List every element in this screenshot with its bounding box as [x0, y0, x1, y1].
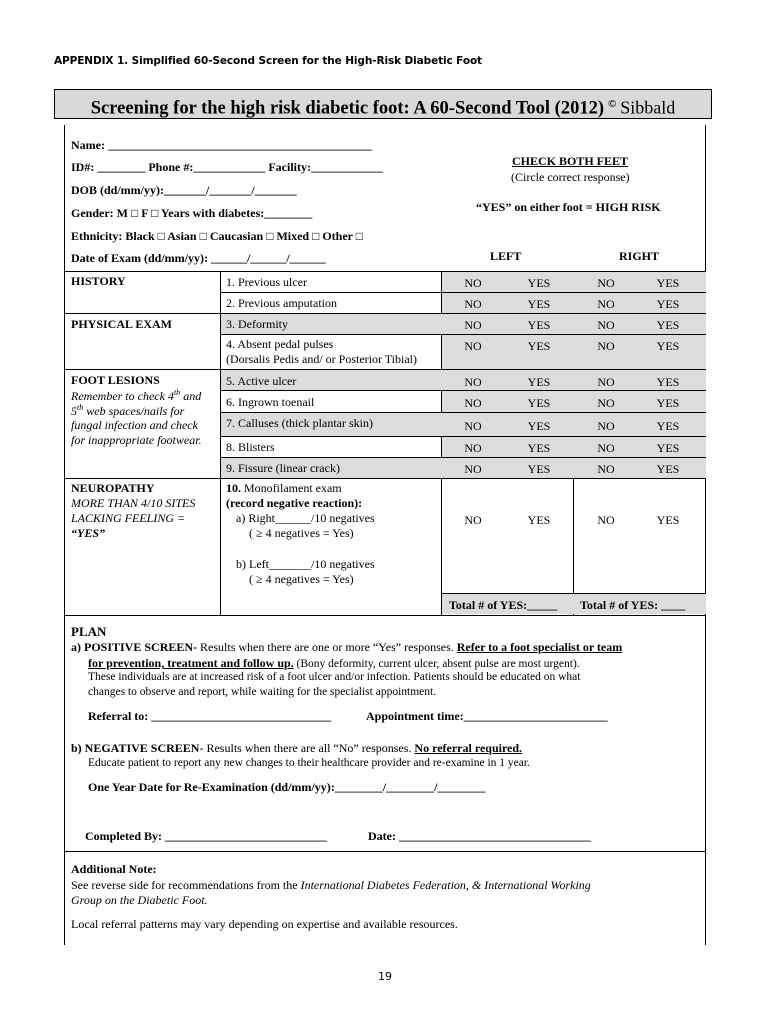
left-column-header: LEFT: [490, 249, 522, 263]
left-no-option[interactable]: NO: [464, 339, 482, 353]
neuropathy-note-line: “YES”: [71, 526, 106, 540]
right-yes-option[interactable]: YES: [656, 297, 680, 311]
monofilament-right-note: ( ≥ 4 negatives = Yes): [249, 526, 354, 540]
item-label: 9. Fissure (linear crack): [226, 461, 340, 475]
item-label: 4. Absent pedal pulses: [226, 337, 334, 351]
table-bottom-line: [64, 615, 706, 616]
referral-field[interactable]: Referral to: ______________________________: [88, 709, 332, 723]
left-yes-option[interactable]: YES: [527, 339, 551, 353]
note-line: Group on the Diabetic Foot.: [71, 893, 208, 907]
right-yes-option[interactable]: YES: [656, 339, 680, 353]
section-history: HISTORY: [71, 274, 126, 288]
monofilament-left[interactable]: b) Left_______/10 negatives: [236, 557, 375, 571]
monofilament-record: (record negative reaction):: [226, 496, 363, 510]
row-line: [220, 292, 706, 293]
left-no-option[interactable]: NO: [464, 297, 482, 311]
right-yes-option[interactable]: YES: [656, 396, 680, 410]
name-field[interactable]: Name: ____________________________________________: [71, 138, 372, 152]
check-both-feet-title: CHECK BOTH FEET: [512, 154, 629, 168]
check-subtitle: (Circle correct response): [511, 170, 630, 184]
left-no-option[interactable]: NO: [464, 462, 482, 476]
right-column-header: RIGHT: [619, 249, 660, 263]
copyright-symbol: ©: [608, 98, 617, 110]
positive-screen-line: These individuals are at increased risk of a foot ulcer and/or infection. Patients should be educated on what: [88, 671, 581, 683]
section-neuropathy: NEUROPATHY: [71, 481, 155, 495]
note-line: Local referral patterns may vary depending on expertise and available resources.: [71, 917, 458, 931]
right-no-option[interactable]: NO: [597, 339, 615, 353]
left-yes-option[interactable]: YES: [527, 462, 551, 476]
negative-screen-line: b) NEGATIVE SCREEN- Results when there are all “No” responses. No referral required.: [71, 741, 523, 755]
item-sublabel: (Dorsalis Pedis and/ or Posterior Tibial): [226, 352, 417, 366]
left-yes-option[interactable]: YES: [527, 513, 551, 527]
right-no-option[interactable]: NO: [597, 441, 615, 455]
form-author: Sibbald: [620, 97, 676, 118]
right-no-option[interactable]: NO: [597, 462, 615, 476]
reexam-date-field[interactable]: One Year Date for Re-Examination (dd/mm/yy):________/________/________: [88, 780, 486, 794]
left-no-option[interactable]: NO: [464, 375, 482, 389]
left-yes-option[interactable]: YES: [527, 318, 551, 332]
neuropathy-note-line: MORE THAN 4/10 SITES: [71, 496, 196, 510]
note-heading: Additional Note:: [71, 862, 157, 876]
left-no-option[interactable]: NO: [464, 441, 482, 455]
right-no-option[interactable]: NO: [597, 396, 615, 410]
row-line: [64, 369, 706, 370]
frame-right-border: [705, 125, 706, 945]
appendix-title: APPENDIX 1. Simplified 60-Second Screen for the High-Risk Diabetic Foot: [54, 55, 482, 67]
negative-screen-line: Educate patient to report any new changes to their healthcare provider and re-examine in 1 year.: [88, 757, 530, 769]
right-no-option[interactable]: NO: [597, 513, 615, 527]
left-no-option[interactable]: NO: [464, 513, 482, 527]
left-yes-option[interactable]: YES: [527, 396, 551, 410]
row-line: [441, 593, 706, 594]
item-label: 5. Active ulcer: [226, 374, 297, 388]
left-total-yes[interactable]: Total # of YES:_____: [449, 598, 558, 612]
dob-field[interactable]: DOB (dd/mm/yy):_______/_______/_______: [71, 183, 297, 197]
item-label: 2. Previous amputation: [226, 296, 337, 310]
lesions-note-line: Remember to check 4th and: [71, 388, 202, 403]
ethnicity-field[interactable]: Ethnicity: Black □ Asian □ Caucasian □ Mixed □ Other □: [71, 229, 364, 243]
right-yes-option[interactable]: YES: [656, 318, 680, 332]
row-line: [220, 412, 706, 413]
item-label: 6. Ingrown toenail: [226, 395, 315, 409]
appointment-time-field[interactable]: Appointment time:________________________: [366, 709, 608, 723]
frame-left-border: [64, 125, 65, 945]
right-yes-option[interactable]: YES: [656, 375, 680, 389]
monofilament-left-note: ( ≥ 4 negatives = Yes): [249, 572, 354, 586]
page-number: 19: [378, 970, 392, 983]
exam-date-field[interactable]: Date of Exam (dd/mm/yy): ______/______/______: [71, 251, 326, 265]
right-no-option[interactable]: NO: [597, 318, 615, 332]
right-yes-option[interactable]: YES: [656, 276, 680, 290]
item-label: 8. Blisters: [226, 440, 275, 454]
right-no-option[interactable]: NO: [597, 297, 615, 311]
item-label: 1. Previous ulcer: [226, 275, 307, 289]
section-foot-lesions: FOOT LESIONS: [71, 373, 160, 387]
row-line: [220, 457, 706, 458]
form-frame: [64, 125, 706, 945]
left-no-option[interactable]: NO: [464, 396, 482, 410]
item-label: 3. Deformity: [226, 317, 288, 331]
right-total-yes[interactable]: Total # of YES: ____: [580, 598, 686, 612]
row-line: [64, 478, 706, 479]
left-no-option[interactable]: NO: [464, 419, 482, 433]
left-yes-option[interactable]: YES: [527, 375, 551, 389]
right-yes-option[interactable]: YES: [656, 441, 680, 455]
right-yes-option[interactable]: YES: [656, 419, 680, 433]
neuropathy-note-line: LACKING FEELING =: [71, 511, 186, 525]
left-yes-option[interactable]: YES: [527, 441, 551, 455]
high-risk-rule: “YES” on either foot = HIGH RISK: [476, 200, 661, 214]
right-no-option[interactable]: NO: [597, 375, 615, 389]
monofilament-title: 10. Monofilament exam: [226, 481, 342, 495]
right-no-option[interactable]: NO: [597, 419, 615, 433]
row-line: [220, 436, 706, 437]
right-yes-option[interactable]: YES: [656, 462, 680, 476]
left-no-option[interactable]: NO: [464, 318, 482, 332]
lesions-note-line: 5th web spaces/nails for: [71, 403, 185, 418]
plan-heading: PLAN: [71, 624, 107, 639]
form-title-bar: [54, 89, 712, 119]
right-yes-option[interactable]: YES: [656, 513, 680, 527]
left-yes-option[interactable]: YES: [527, 419, 551, 433]
form-title: Screening for the high risk diabetic foot: A 60-Second Tool (2012): [90, 98, 604, 119]
lesions-note-line: for inappropriate footwear.: [71, 433, 202, 447]
lesions-note-line: fungal infection and check: [71, 418, 198, 432]
item-label: 7. Calluses (thick plantar skin): [226, 416, 373, 430]
right-no-option[interactable]: NO: [597, 276, 615, 290]
row-line: [220, 390, 706, 391]
date-field[interactable]: Date: ________________________________: [368, 829, 591, 843]
completed-by-field[interactable]: Completed By: ___________________________: [85, 829, 327, 843]
row-line: [220, 334, 706, 335]
positive-screen-line: a) POSITIVE SCREEN- Results when there are one or more “Yes” responses. Refer to a foot specialist or team: [71, 640, 623, 654]
left-yes-option[interactable]: YES: [527, 297, 551, 311]
monofilament-right[interactable]: a) Right______/10 negatives: [236, 511, 375, 525]
gender-years-field[interactable]: Gender: M □ F □ Years with diabetes:________: [71, 206, 313, 220]
row-line: [64, 313, 706, 314]
id-phone-facility-field[interactable]: ID#: ________ Phone #:____________ Facility:____________: [71, 160, 383, 174]
positive-screen-line: changes to observe and report, while waiting for the specialist appointment.: [88, 686, 437, 698]
left-yes-option[interactable]: YES: [527, 276, 551, 290]
note-divider: [64, 851, 706, 852]
section-physical-exam: PHYSICAL EXAM: [71, 317, 173, 331]
positive-screen-line: for prevention, treatment and follow up. (Bony deformity, current ulcer, absent pulse are most urgent).: [88, 656, 580, 670]
note-line: See reverse side for recommendations from the International Diabetes Federation, & International Working: [71, 878, 591, 892]
left-no-option[interactable]: NO: [464, 276, 482, 290]
